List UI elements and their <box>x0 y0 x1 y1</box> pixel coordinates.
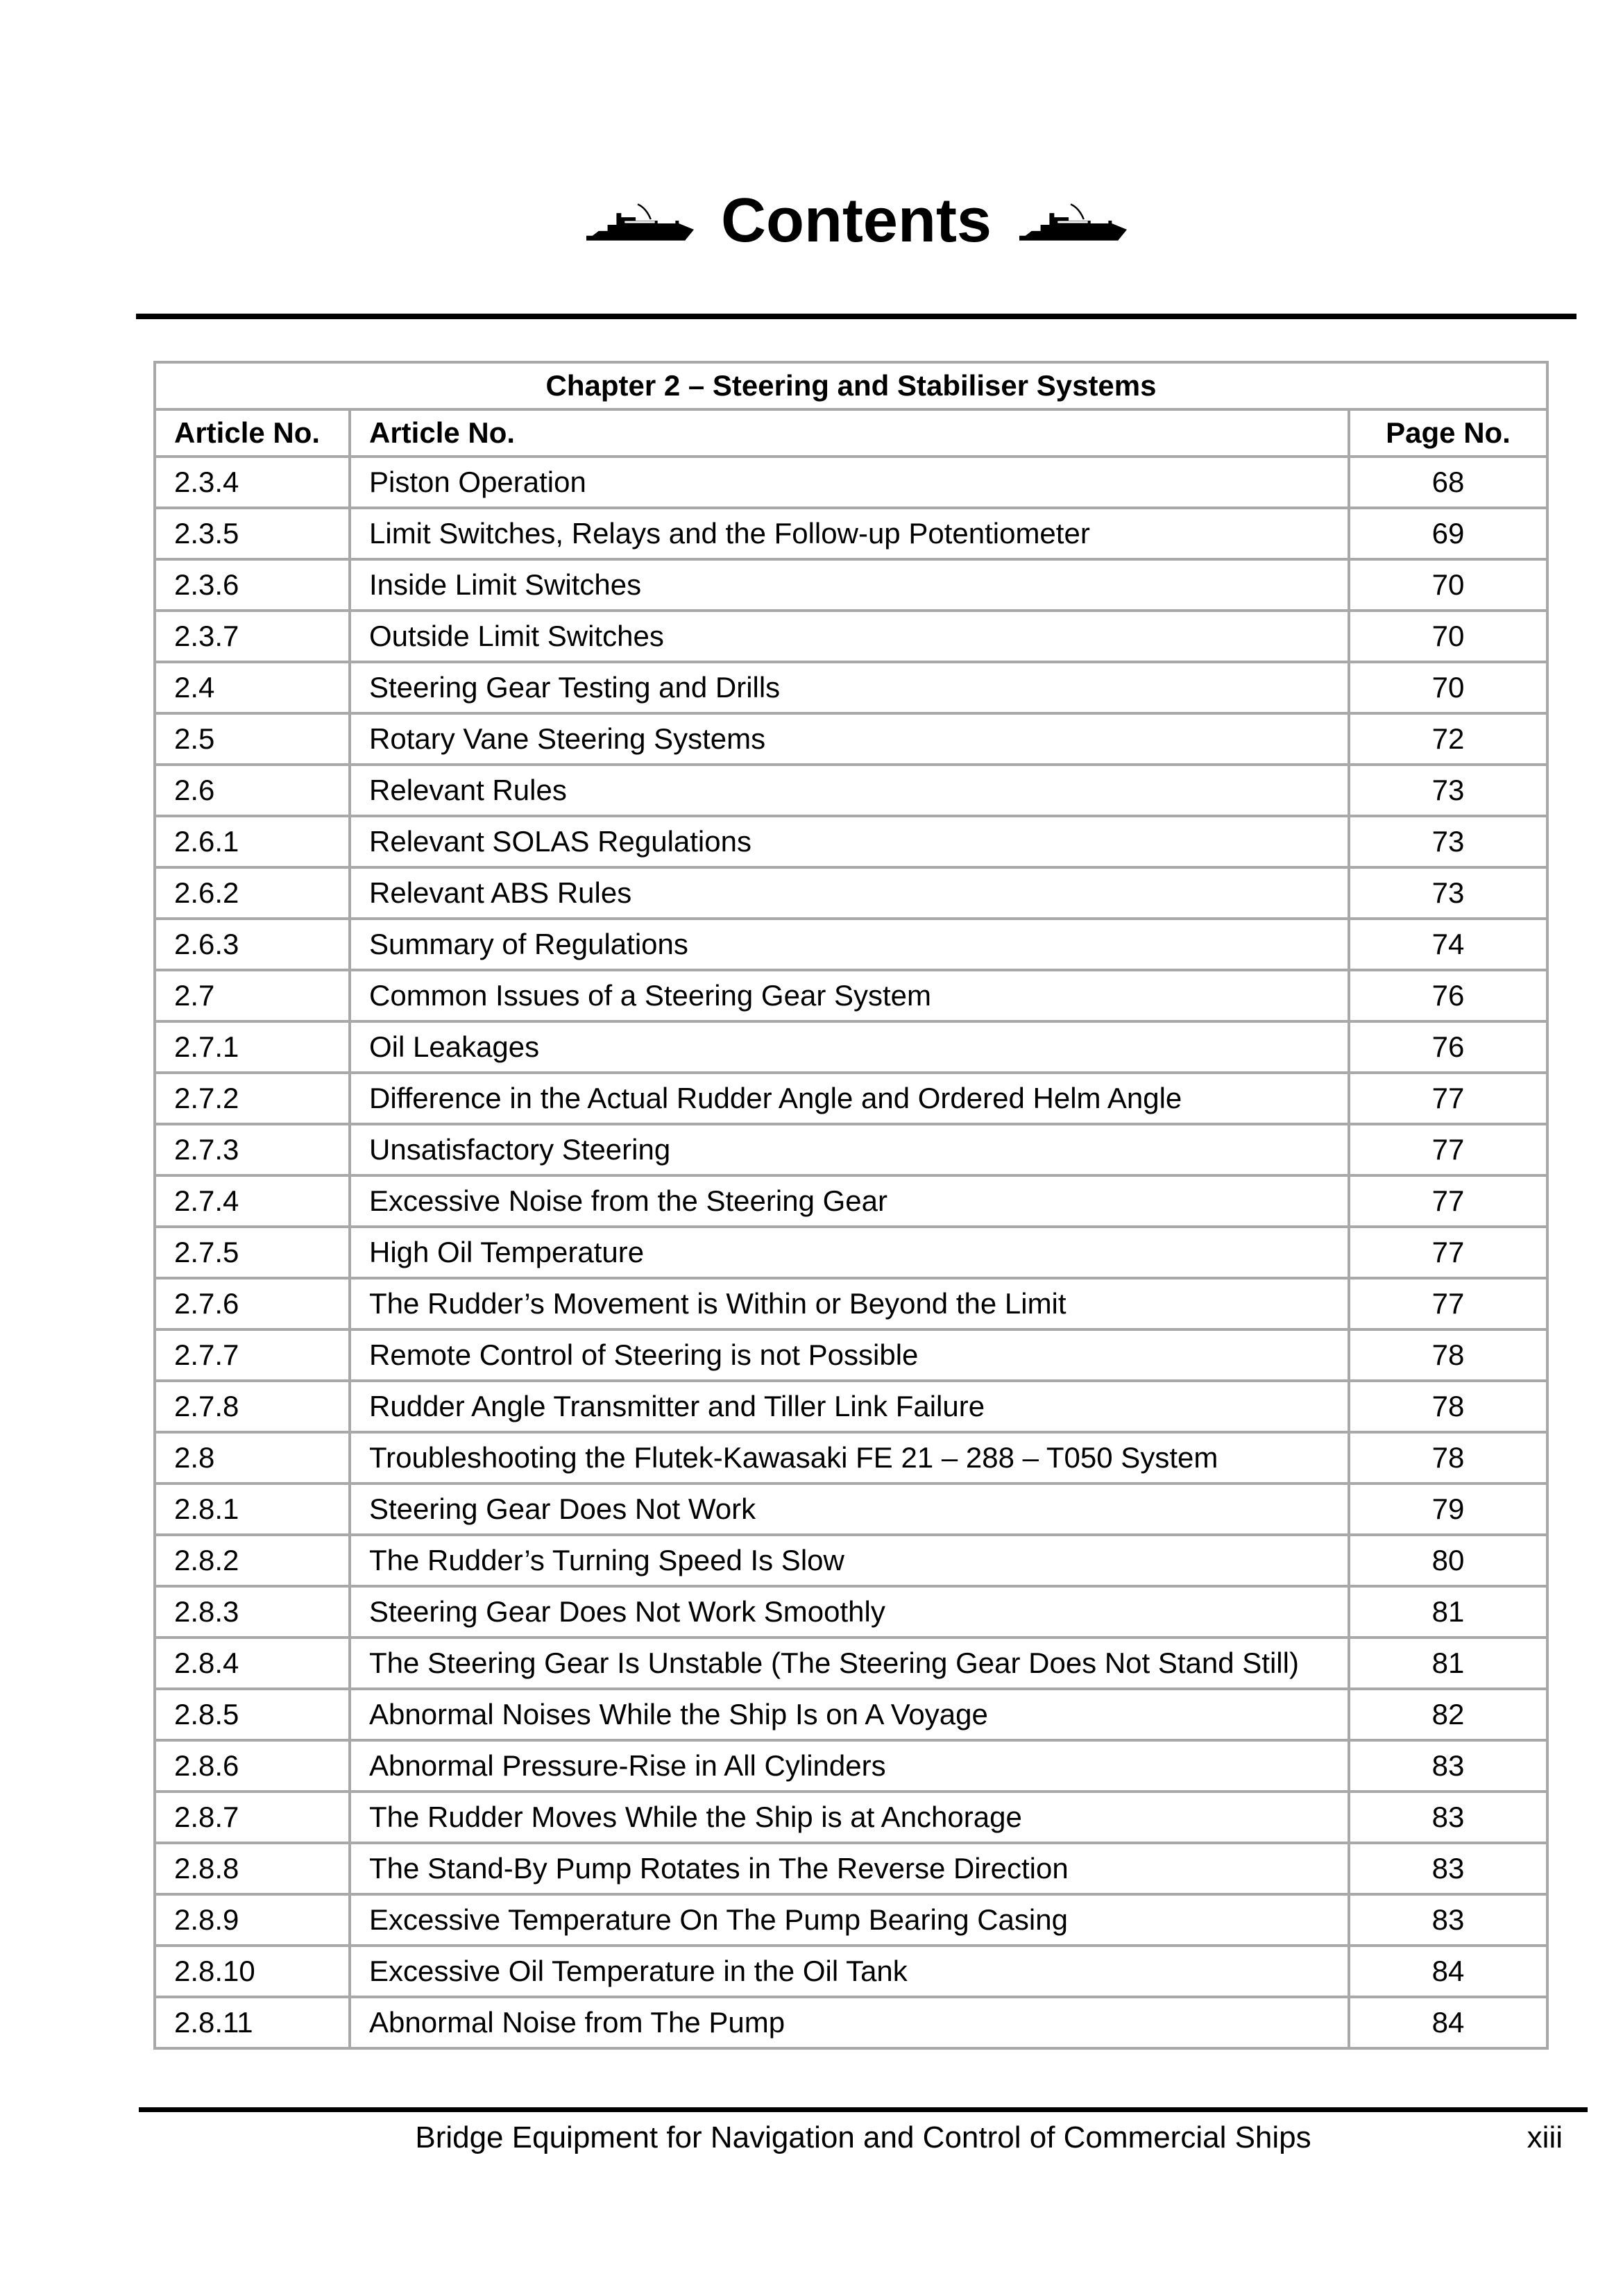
page-number-cell: 76 <box>1349 970 1547 1021</box>
page-number-cell: 73 <box>1349 867 1547 919</box>
article-number-cell: 2.8.7 <box>155 1792 350 1843</box>
toc-row <box>155 1175 1547 1227</box>
article-number-cell: 2.3.6 <box>155 559 350 611</box>
article-number-cell: 2.7.8 <box>155 1381 350 1432</box>
article-number-cell: 2.7.7 <box>155 1329 350 1381</box>
toc-row <box>155 867 1547 919</box>
article-number-cell: 2.3.4 <box>155 457 350 508</box>
article-title-cell: Limit Switches, Relays and the Follow-up Potentiometer <box>350 508 1349 559</box>
article-number-cell: 2.4 <box>155 662 350 713</box>
page-number-cell: 83 <box>1349 1894 1547 1946</box>
article-title-cell: Abnormal Noises While the Ship Is on A Voyage <box>350 1689 1349 1740</box>
article-number-cell: 2.7.6 <box>155 1278 350 1329</box>
article-title-cell: Remote Control of Steering is not Possible <box>350 1329 1349 1381</box>
footer-page-number: xiii <box>1527 2120 1563 2154</box>
article-title-cell: The Rudder’s Movement is Within or Beyond the Limit <box>350 1278 1349 1329</box>
article-number-cell: 2.8.5 <box>155 1689 350 1740</box>
article-title-cell: Piston Operation <box>350 457 1349 508</box>
ship-icon <box>585 203 695 241</box>
article-title-cell: Steering Gear Does Not Work Smoothly <box>350 1586 1349 1638</box>
article-title-cell: Rotary Vane Steering Systems <box>350 713 1349 765</box>
toc-row <box>155 1689 1547 1740</box>
article-number-cell: 2.3.5 <box>155 508 350 559</box>
article-title-cell: Inside Limit Switches <box>350 559 1349 611</box>
article-number-cell: 2.8.11 <box>155 1997 350 2048</box>
footer-book-title: Bridge Equipment for Navigation and Control of Commercial Ships <box>415 2120 1311 2154</box>
toc-row <box>155 662 1547 713</box>
toc-row <box>155 765 1547 816</box>
article-title-cell: Summary of Regulations <box>350 919 1349 970</box>
toc-row <box>155 1586 1547 1638</box>
footer-divider-rule <box>139 2107 1588 2112</box>
article-number-cell: 2.8 <box>155 1432 350 1483</box>
page-number-cell: 83 <box>1349 1843 1547 1894</box>
page-number-cell: 77 <box>1349 1073 1547 1124</box>
article-number-cell: 2.6.1 <box>155 816 350 867</box>
page-number-cell: 77 <box>1349 1227 1547 1278</box>
page-number-cell: 69 <box>1349 508 1547 559</box>
toc-row <box>155 1124 1547 1175</box>
toc-row <box>155 611 1547 662</box>
article-title-cell: Relevant ABS Rules <box>350 867 1349 919</box>
article-title-cell: The Stand-By Pump Rotates in The Reverse Direction <box>350 1843 1349 1894</box>
toc-row <box>155 1278 1547 1329</box>
article-title-cell: Oil Leakages <box>350 1021 1349 1073</box>
toc-row <box>155 1792 1547 1843</box>
page-number-cell: 76 <box>1349 1021 1547 1073</box>
toc-row <box>155 1227 1547 1278</box>
toc-row <box>155 816 1547 867</box>
article-title-cell: Steering Gear Does Not Work <box>350 1483 1349 1535</box>
toc-row <box>155 1432 1547 1483</box>
toc-row <box>155 919 1547 970</box>
page-number-cell: 77 <box>1349 1278 1547 1329</box>
article-title-cell: Abnormal Pressure-Rise in All Cylinders <box>350 1740 1349 1792</box>
article-title-cell: The Steering Gear Is Unstable (The Steering Gear Does Not Stand Still) <box>350 1638 1349 1689</box>
article-number-cell: 2.8.9 <box>155 1894 350 1946</box>
title-divider-rule <box>136 314 1577 319</box>
article-title-cell: Common Issues of a Steering Gear System <box>350 970 1349 1021</box>
page-number-cell: 73 <box>1349 816 1547 867</box>
article-title-cell: Abnormal Noise from The Pump <box>350 1997 1349 2048</box>
page-number-cell: 77 <box>1349 1124 1547 1175</box>
page-title: Contents <box>721 186 992 255</box>
page-number-cell: 81 <box>1349 1586 1547 1638</box>
page-number-cell: 68 <box>1349 457 1547 508</box>
toc-body <box>155 457 1547 2048</box>
page-number-cell: 83 <box>1349 1792 1547 1843</box>
article-title-cell: Steering Gear Testing and Drills <box>350 662 1349 713</box>
page-number-cell: 77 <box>1349 1175 1547 1227</box>
page-number-cell: 72 <box>1349 713 1547 765</box>
chapter-header: Chapter 2 – Steering and Stabiliser Systems <box>155 362 1547 409</box>
page-number-cell: 80 <box>1349 1535 1547 1586</box>
toc-row <box>155 713 1547 765</box>
toc-row <box>155 1381 1547 1432</box>
col-header-article-title: Article No. <box>350 409 1349 457</box>
article-number-cell: 2.7.3 <box>155 1124 350 1175</box>
page-number-cell: 84 <box>1349 1997 1547 2048</box>
article-title-cell: The Rudder’s Turning Speed Is Slow <box>350 1535 1349 1586</box>
page-number-cell: 70 <box>1349 559 1547 611</box>
article-title-cell: The Rudder Moves While the Ship is at Anchorage <box>350 1792 1349 1843</box>
article-number-cell: 2.6 <box>155 765 350 816</box>
article-number-cell: 2.7 <box>155 970 350 1021</box>
toc-row <box>155 457 1547 508</box>
toc-row <box>155 1483 1547 1535</box>
page-number-cell: 84 <box>1349 1946 1547 1997</box>
article-number-cell: 2.5 <box>155 713 350 765</box>
article-title-cell: Troubleshooting the Flutek-Kawasaki FE 21 – 288 – T050 System <box>350 1432 1349 1483</box>
article-number-cell: 2.7.1 <box>155 1021 350 1073</box>
article-number-cell: 2.7.4 <box>155 1175 350 1227</box>
page-number-cell: 73 <box>1349 765 1547 816</box>
toc-row <box>155 1997 1547 2048</box>
page-number-cell: 70 <box>1349 611 1547 662</box>
col-header-article-no: Article No. <box>155 409 350 457</box>
article-number-cell: 2.8.2 <box>155 1535 350 1586</box>
article-title-cell: Difference in the Actual Rudder Angle and Ordered Helm Angle <box>350 1073 1349 1124</box>
page-footer <box>139 2118 1588 2161</box>
page-number-cell: 74 <box>1349 919 1547 970</box>
article-title-cell: Outside Limit Switches <box>350 611 1349 662</box>
article-number-cell: 2.6.2 <box>155 867 350 919</box>
article-number-cell: 2.8.8 <box>155 1843 350 1894</box>
toc-row <box>155 1843 1547 1894</box>
toc-row <box>155 1946 1547 1997</box>
contents-heading <box>136 186 1577 255</box>
page-number-cell: 78 <box>1349 1381 1547 1432</box>
article-number-cell: 2.8.1 <box>155 1483 350 1535</box>
toc-row <box>155 1894 1547 1946</box>
article-number-cell: 2.8.4 <box>155 1638 350 1689</box>
article-title-cell: High Oil Temperature <box>350 1227 1349 1278</box>
chapter-header-row <box>155 362 1547 409</box>
page-number-cell: 81 <box>1349 1638 1547 1689</box>
ship-icon <box>1018 203 1128 241</box>
toc-row <box>155 1740 1547 1792</box>
toc-row <box>155 970 1547 1021</box>
article-number-cell: 2.3.7 <box>155 611 350 662</box>
article-number-cell: 2.7.2 <box>155 1073 350 1124</box>
toc-row <box>155 508 1547 559</box>
article-title-cell: Excessive Oil Temperature in the Oil Tank <box>350 1946 1349 1997</box>
toc-row <box>155 1073 1547 1124</box>
article-title-cell: Excessive Temperature On The Pump Bearing Casing <box>350 1894 1349 1946</box>
column-header-row <box>155 409 1547 457</box>
article-title-cell: Rudder Angle Transmitter and Tiller Link Failure <box>350 1381 1349 1432</box>
article-number-cell: 2.8.10 <box>155 1946 350 1997</box>
toc-table <box>153 361 1549 2050</box>
article-number-cell: 2.8.6 <box>155 1740 350 1792</box>
toc-row <box>155 1329 1547 1381</box>
page-number-cell: 79 <box>1349 1483 1547 1535</box>
page-number-cell: 78 <box>1349 1329 1547 1381</box>
col-header-page-no: Page No. <box>1349 409 1547 457</box>
toc-row <box>155 1021 1547 1073</box>
article-title-cell: Excessive Noise from the Steering Gear <box>350 1175 1349 1227</box>
article-title-cell: Relevant Rules <box>350 765 1349 816</box>
toc-row <box>155 559 1547 611</box>
toc-row <box>155 1638 1547 1689</box>
article-number-cell: 2.7.5 <box>155 1227 350 1278</box>
article-number-cell: 2.8.3 <box>155 1586 350 1638</box>
page-number-cell: 83 <box>1349 1740 1547 1792</box>
article-number-cell: 2.6.3 <box>155 919 350 970</box>
page-number-cell: 78 <box>1349 1432 1547 1483</box>
article-title-cell: Relevant SOLAS Regulations <box>350 816 1349 867</box>
toc-row <box>155 1535 1547 1586</box>
page-number-cell: 82 <box>1349 1689 1547 1740</box>
page-number-cell: 70 <box>1349 662 1547 713</box>
article-title-cell: Unsatisfactory Steering <box>350 1124 1349 1175</box>
